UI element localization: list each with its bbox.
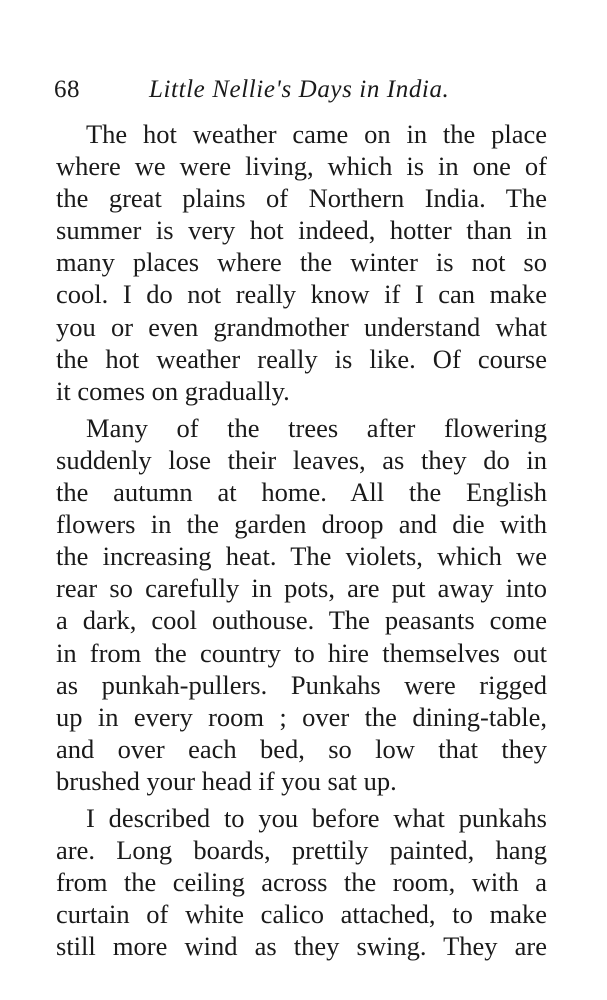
- text-line: I described to you before what punkahs: [86, 802, 547, 833]
- text-line: the autumn at home. All the English: [56, 477, 547, 508]
- text-line: the great plains of Northern India. The: [56, 183, 547, 214]
- text-line: many places where the winter is not so: [56, 247, 547, 278]
- text-line: rear so carefully in pots, are put away into: [56, 573, 547, 604]
- text-line: and over each bed, so low that they: [56, 733, 547, 764]
- text-line: still more wind as they swing. They are: [56, 931, 547, 962]
- paragraph-2: [56, 412, 547, 797]
- paragraph-3: [56, 802, 547, 962]
- text-line: summer is very hot indeed, hotter than in: [56, 215, 547, 246]
- text-line: flowers in the garden droop and die with: [56, 509, 547, 540]
- text-line: brushed your head if you sat up.: [56, 765, 397, 796]
- text-line: as punkah-pullers. Punkahs were rigged: [56, 669, 547, 700]
- page-header: [54, 76, 544, 108]
- text-line: cool. I do not really know if I can make: [56, 279, 547, 310]
- running-title: Little Nellie's Days in India.: [149, 76, 450, 103]
- text-line: where we were living, which is in one of: [56, 151, 547, 182]
- text-line: curtain of white calico attached, to make: [56, 899, 547, 930]
- page-number: 68: [54, 76, 80, 103]
- text-line: a dark, cool outhouse. The peasants come: [56, 605, 547, 636]
- text-line: in from the country to hire themselves out: [56, 637, 547, 668]
- text-line: are. Long boards, prettily painted, hang: [56, 835, 547, 866]
- text-line: suddenly lose their leaves, as they do in: [56, 444, 547, 475]
- text-line: you or even grandmother understand what: [56, 311, 547, 342]
- text-line: Many of the trees after flowering: [86, 412, 547, 443]
- text-line: up in every room ; over the dining-table,: [56, 701, 547, 732]
- text-line: The hot weather came on in the place: [86, 119, 547, 149]
- text-line: the increasing heat. The violets, which we: [56, 541, 547, 572]
- body-text: [56, 118, 547, 962]
- text-line: the hot weather really is like. Of course: [56, 343, 547, 374]
- paragraph-1: [56, 118, 547, 407]
- text-line: it comes on gradually.: [56, 375, 290, 406]
- text-line: from the ceiling across the room, with a: [56, 867, 547, 898]
